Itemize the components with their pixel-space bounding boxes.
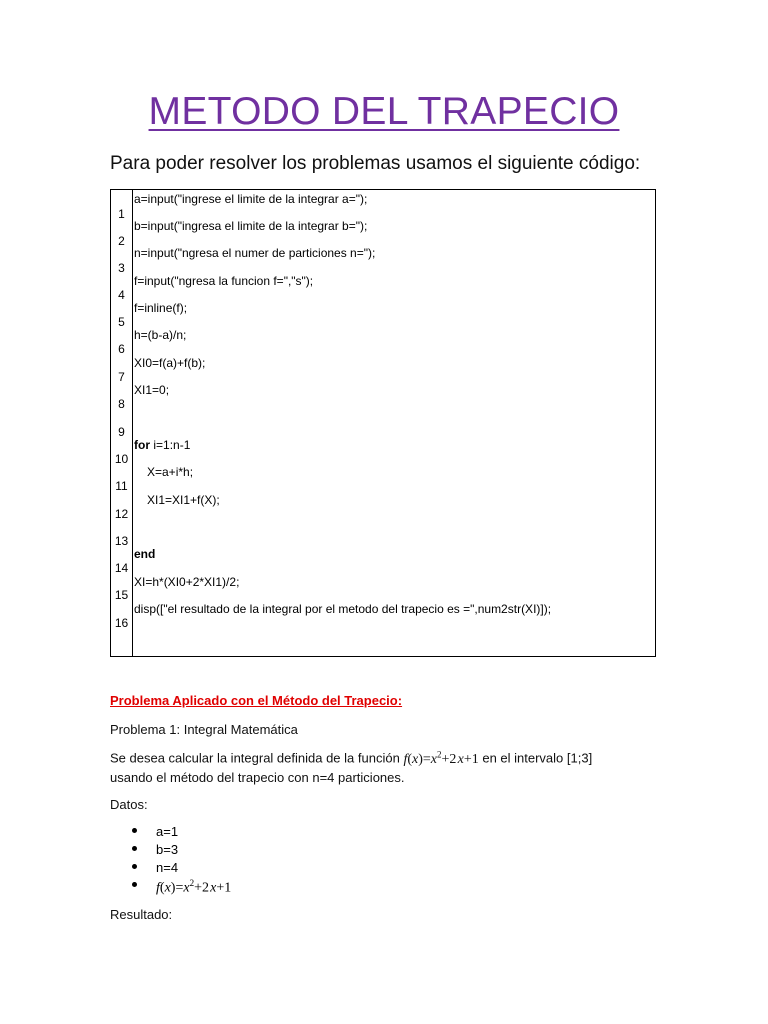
for-range: i=1:n-1 (153, 438, 191, 452)
line-number: 2 (118, 234, 125, 248)
resultado-label: Resultado: (110, 907, 173, 922)
code-line: b=input("ingresa el limite de la integrar b="); (134, 219, 368, 233)
bullet-icon (132, 828, 137, 833)
line-number-gutter (111, 190, 133, 656)
page-title: METODO DEL TRAPECIO (148, 90, 620, 133)
line-number: 4 (118, 288, 125, 302)
code-line: a=input("ingrese el limite de la integrar a="); (134, 192, 368, 206)
code-block (110, 189, 656, 657)
problem-statement-line2: usando el método del trapecio con n=4 particiones. (110, 770, 405, 785)
statement-before: Se desea calcular la integral definida de la función (110, 750, 400, 766)
line-number: 14 (114, 561, 129, 575)
line-number: 7 (118, 370, 125, 384)
problem-heading: Problema Aplicado con el Método del Trapecio: (110, 693, 403, 708)
bullet-icon (132, 882, 137, 887)
problem-subtitle: Problema 1: Integral Matemática (110, 722, 298, 737)
line-number: 1 (118, 207, 125, 221)
line-number: 16 (114, 616, 129, 630)
line-number: 12 (114, 507, 129, 521)
problem-statement (110, 749, 592, 768)
code-line: X=a+i*h; (147, 465, 194, 479)
code-line: XI=h*(XI0+2*XI1)/2; (134, 575, 240, 589)
code-line: XI0=f(a)+f(b); (134, 356, 206, 370)
statement-after: en el intervalo [1;3] (482, 750, 593, 766)
code-line-for (134, 438, 190, 452)
function-formula: $f(x)=x^2+2$ x+1 (403, 749, 479, 767)
line-number: 13 (114, 534, 129, 548)
line-number: 5 (118, 315, 125, 329)
code-line: f=input("ngresa la funcion f=","s"); (134, 274, 314, 288)
intro-text: Para poder resolver los problemas usamos el siguiente código: (110, 153, 641, 174)
line-number: 10 (114, 452, 129, 466)
bullet-icon (132, 846, 137, 851)
line-number: 9 (118, 425, 125, 439)
line-number: 11 (115, 479, 128, 493)
line-number: 3 (118, 261, 125, 275)
code-line: f=inline(f); (134, 301, 188, 315)
bullet-icon (132, 864, 137, 869)
function-formula: $f(x)=x^2+2$ x+1 (156, 878, 232, 896)
code-line: XI1=XI1+f(X); (147, 493, 220, 507)
code-line: disp(["el resultado de la integral por el metodo del trapecio es =",num2str(XI)]); (134, 602, 552, 616)
datos-label: Datos: (110, 797, 148, 812)
line-number: 15 (114, 588, 129, 602)
line-number: 6 (118, 342, 125, 356)
code-line: n=input("ngresa el numer de particiones n="); (134, 246, 376, 260)
code-line-end: end (134, 547, 156, 561)
keyword-for: for (134, 438, 150, 452)
code-line: XI1=0; (134, 383, 170, 397)
line-number: 8 (118, 397, 125, 411)
code-line: h=(b-a)/n; (134, 328, 187, 342)
